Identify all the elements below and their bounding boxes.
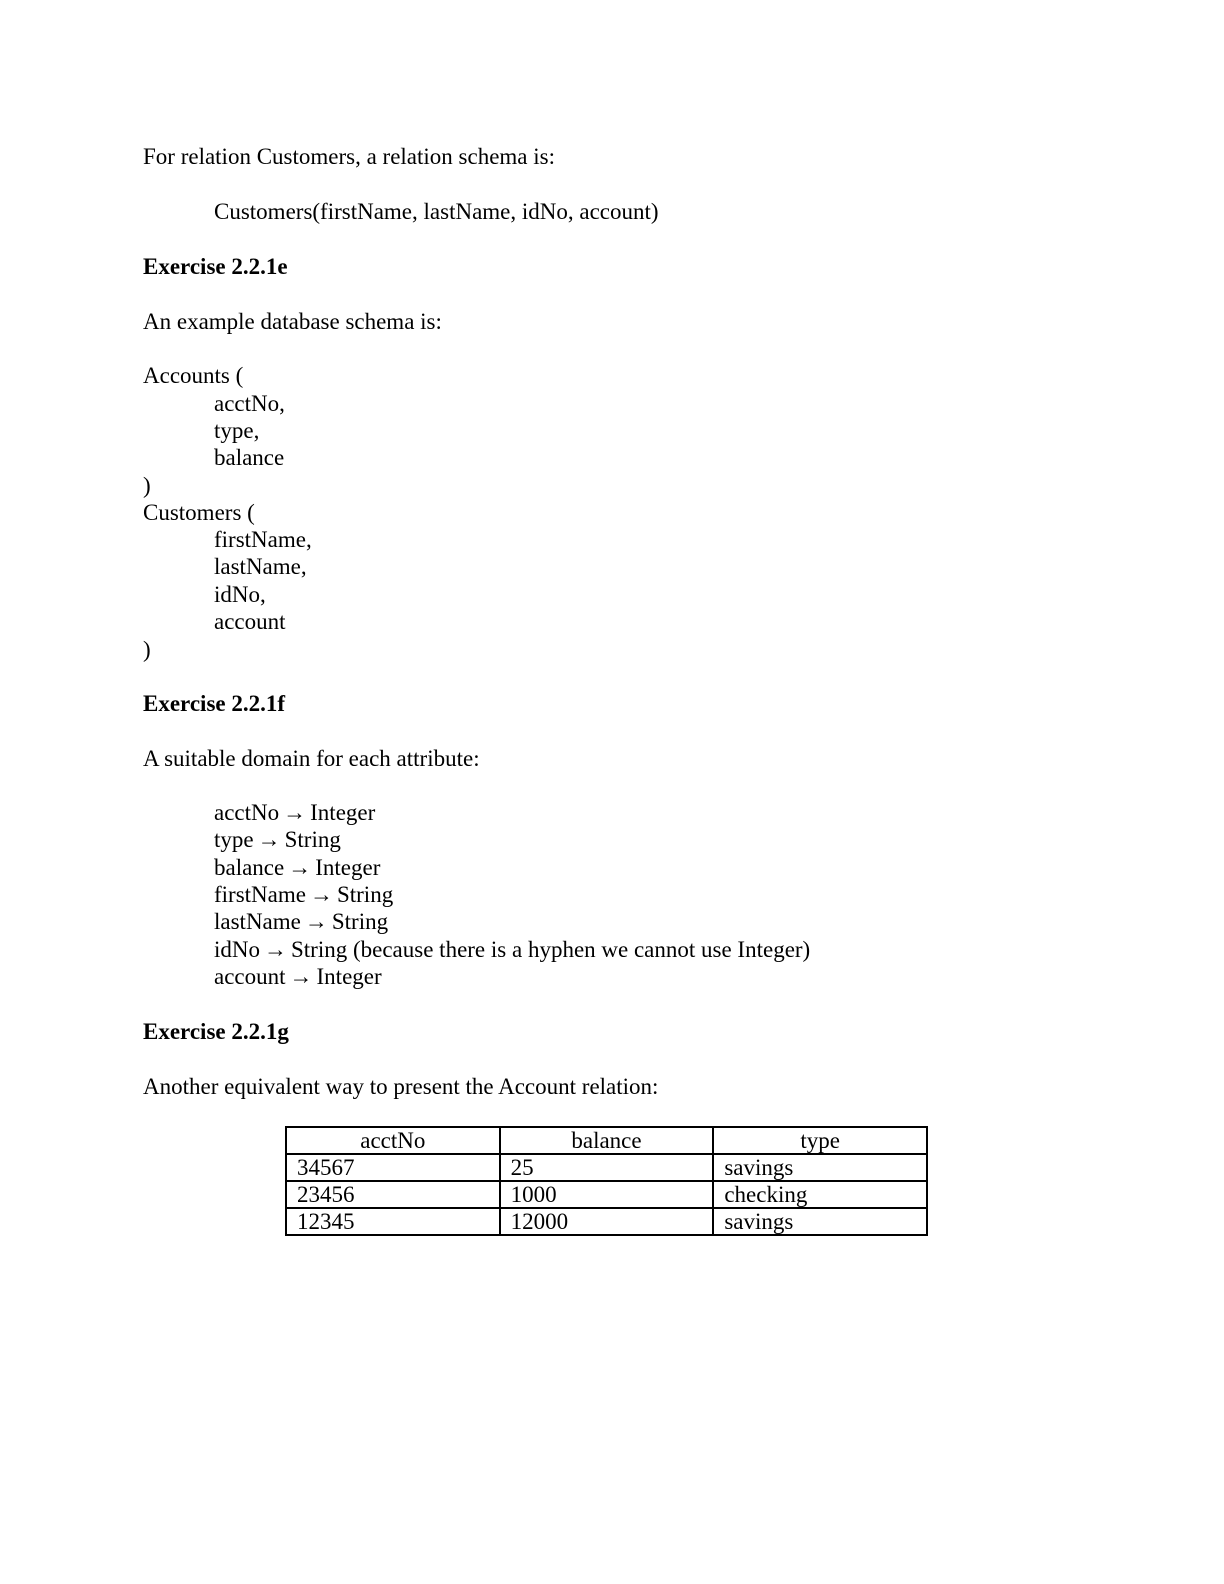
customers-attr: account (214, 609, 286, 634)
domain-line (214, 963, 382, 990)
domain-line (214, 854, 380, 881)
table-cell: 12000 (500, 1208, 714, 1235)
arrow-right-icon: → (289, 964, 313, 989)
domain-line (214, 826, 341, 853)
exercise-heading-e: Exercise 2.2.1e (143, 254, 288, 279)
domain-line (214, 908, 388, 935)
domain-attr: firstName (214, 882, 306, 907)
customers-schema: Customers(firstName, lastName, idNo, account) (214, 199, 659, 224)
domain-type: Integer (315, 855, 381, 880)
column-header: acctNo (286, 1127, 500, 1154)
domain-line (214, 799, 375, 826)
domain-attr: account (214, 964, 286, 989)
domain-type: Integer (310, 800, 376, 825)
table-header-row (286, 1127, 927, 1154)
accounts-attr: acctNo, (214, 391, 285, 416)
domain-attr: type (214, 827, 254, 852)
account-table (285, 1126, 928, 1236)
arrow-right-icon: → (283, 800, 307, 825)
domain-line (214, 936, 810, 963)
exercise-text-f: A suitable domain for each attribute: (143, 746, 480, 771)
domain-line (214, 881, 393, 908)
table-cell: 25 (500, 1154, 714, 1181)
arrow-right-icon: → (288, 855, 312, 880)
arrow-right-icon: → (309, 882, 333, 907)
domain-attr: idNo (214, 937, 260, 962)
customers-attr: lastName, (214, 554, 307, 579)
domain-attr: balance (214, 855, 285, 880)
arrow-right-icon: → (264, 937, 287, 962)
customers-attr: idNo, (214, 582, 266, 607)
table-cell: checking (713, 1181, 927, 1208)
accounts-attr: balance (214, 445, 285, 470)
accounts-attr: type, (214, 418, 260, 443)
exercise-text-g: Another equivalent way to present the Account relation: (143, 1074, 659, 1099)
domain-type: String (284, 827, 341, 852)
exercise-heading-f: Exercise 2.2.1f (143, 691, 286, 716)
accounts-close: ) (143, 473, 151, 498)
domain-type: String (331, 909, 389, 934)
intro-sentence: For relation Customers, a relation schema is: (143, 144, 555, 169)
exercise-heading-g: Exercise 2.2.1g (143, 1019, 289, 1044)
arrow-right-icon: → (304, 909, 328, 934)
table-row (286, 1154, 927, 1181)
domain-attr: acctNo (214, 800, 280, 825)
table-cell: 23456 (286, 1181, 500, 1208)
table-row (286, 1208, 927, 1235)
column-header: type (713, 1127, 927, 1154)
domain-type: String (336, 882, 394, 907)
table-cell: 1000 (500, 1181, 714, 1208)
table-cell: savings (713, 1154, 927, 1181)
customers-open: Customers ( (143, 500, 255, 525)
arrow-right-icon: → (257, 827, 281, 852)
customers-close: ) (143, 637, 151, 662)
domain-type: String (because there is a hyphen we cannot use Integer) (291, 937, 811, 962)
domain-attr: lastName (214, 909, 301, 934)
column-header: balance (500, 1127, 714, 1154)
domain-type: Integer (316, 964, 382, 989)
table-row (286, 1181, 927, 1208)
customers-attr: firstName, (214, 527, 312, 552)
table-cell: savings (713, 1208, 927, 1235)
exercise-text-e: An example database schema is: (143, 309, 442, 334)
table-cell: 12345 (286, 1208, 500, 1235)
table-cell: 34567 (286, 1154, 500, 1181)
accounts-open: Accounts ( (143, 363, 244, 388)
